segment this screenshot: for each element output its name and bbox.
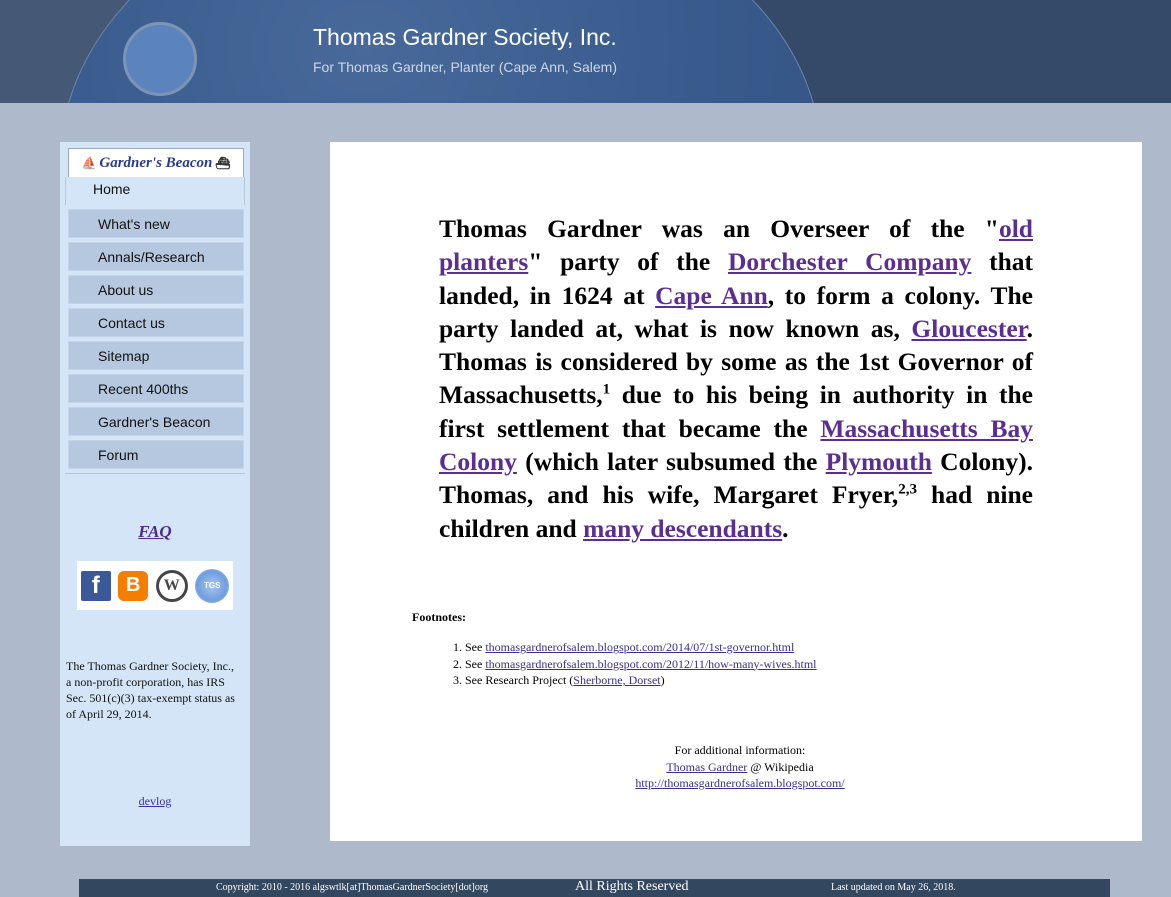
intro-text: due to his being in authority in the first settlement that became the — [439, 380, 1033, 443]
footnote-item — [465, 639, 817, 656]
footnote-link[interactable]: Sherborne, Dorset — [573, 673, 661, 687]
blogger-icon[interactable]: B — [118, 571, 148, 601]
sidebar-item-contact-us[interactable]: Contact us — [68, 308, 244, 337]
faq-link[interactable]: FAQ — [138, 522, 172, 541]
footnote-prefix: See Research Project — [465, 673, 570, 687]
footnote-link[interactable]: thomasgardnerofsalem.blogspot.com/2012/11/how-many-wives.html — [485, 656, 817, 671]
gloucester-link[interactable]: Gloucester — [911, 313, 1027, 343]
footnote-ref-1: 1 — [602, 381, 611, 398]
many-descendants-link[interactable]: many descendants — [583, 513, 783, 543]
intro-paragraph — [439, 212, 1033, 545]
intro-text: . — [782, 513, 789, 543]
footnotes-heading: Footnotes: — [412, 610, 466, 624]
footnote-paren: ( — [569, 673, 574, 687]
sidebar — [60, 142, 250, 846]
devlog-link[interactable]: devlog — [138, 794, 172, 808]
nav-divider — [65, 473, 245, 474]
intro-text: that landed, in 1624 at — [439, 247, 1034, 310]
copyright-text: Copyright: 2010 - 2016 algswtlk[at]ThomasGardnerSociety[dot]org — [216, 882, 488, 893]
massachusetts-bay-colony-link[interactable]: Massachusetts Bay Colony — [439, 413, 1033, 477]
ship-icon: ⛴ — [215, 155, 231, 170]
intro-text: Thomas Gardner was an Overseer of the " — [439, 214, 999, 243]
main-content — [330, 142, 1142, 841]
sidebar-item-recent-400ths[interactable]: Recent 400ths — [68, 374, 244, 403]
blog-link[interactable]: http://thomasgardnerofsalem.blogspot.com/ — [635, 776, 845, 790]
footnote-item — [465, 672, 817, 689]
site-title: Thomas Gardner Society, Inc. — [313, 24, 617, 50]
intro-text: Colony). Thomas, and his wife, Margaret Fryer, — [439, 447, 1033, 510]
wikipedia-link[interactable]: Thomas Gardner — [666, 759, 748, 774]
sidebar-item-whats-new[interactable]: What's new — [68, 209, 244, 238]
rights-text: All Rights Reserved — [575, 879, 689, 894]
wikipedia-suffix: @ Wikipedia — [747, 759, 814, 774]
gardners-beacon-logo[interactable] — [68, 148, 244, 178]
header-circle-graphic — [123, 22, 197, 96]
sidebar-item-sitemap[interactable]: Sitemap — [68, 341, 244, 370]
intro-text: (which later subsumed the — [516, 447, 826, 477]
wikipedia-line — [480, 759, 1000, 776]
sidebar-nav — [65, 177, 245, 474]
plymouth-link[interactable]: Plymouth — [825, 447, 932, 477]
cape-ann-link[interactable]: Cape Ann — [655, 280, 768, 310]
facebook-icon[interactable]: f — [81, 571, 111, 601]
sidebar-item-gardners-beacon[interactable]: Gardner's Beacon — [68, 407, 244, 436]
footnote-prefix: See — [465, 640, 486, 654]
intro-text: " party of the — [528, 247, 728, 277]
sidebar-item-home[interactable]: Home — [65, 177, 245, 205]
sidebar-item-about-us[interactable]: About us — [68, 275, 244, 304]
footnote-link[interactable]: thomasgardnerofsalem.blogspot.com/2014/07/1st-governor.html — [485, 640, 795, 654]
sidebar-item-annals-research[interactable]: Annals/Research — [68, 242, 244, 271]
intro-text: had nine children and — [439, 480, 1033, 543]
intro-text: , to form a colony. The party landed at, what is now known as, — [439, 280, 1033, 343]
social-links — [77, 561, 233, 610]
site-header — [0, 0, 1171, 103]
footnotes-list — [425, 639, 817, 689]
tgs-logo-icon[interactable]: TGS — [195, 569, 229, 603]
intro-text: . Thomas is considered by some as the 1st Governor of Massachusetts, — [439, 313, 1033, 410]
logo-text: Gardner's Beacon — [99, 154, 213, 171]
site-subtitle: For Thomas Gardner, Planter (Cape Ann, Salem) — [313, 59, 617, 75]
irs-status-text: The Thomas Gardner Society, Inc., a non-profit corporation, has IRS Sec. 501(c)(3) tax-exempt status as of April 29, 2014. — [66, 659, 235, 721]
ship-icon: ⛵ — [81, 155, 97, 170]
footnote-paren: ) — [660, 673, 665, 687]
old-planters-link[interactable]: old planters — [439, 214, 1033, 277]
footnote-item — [465, 656, 817, 673]
dorchester-company-link[interactable]: Dorchester Company — [727, 247, 972, 277]
footnote-prefix: See — [465, 656, 486, 671]
additional-info — [480, 742, 1000, 792]
sidebar-item-forum[interactable]: Forum — [68, 440, 244, 469]
blog-line — [480, 775, 1000, 792]
additional-info-label: For additional information: — [674, 743, 806, 757]
wordpress-icon[interactable]: W — [156, 570, 188, 602]
site-footer — [79, 879, 1110, 897]
last-updated-text: Last updated on May 26, 2018. — [831, 882, 956, 893]
footnote-ref-2-3: 2,3 — [898, 481, 917, 498]
